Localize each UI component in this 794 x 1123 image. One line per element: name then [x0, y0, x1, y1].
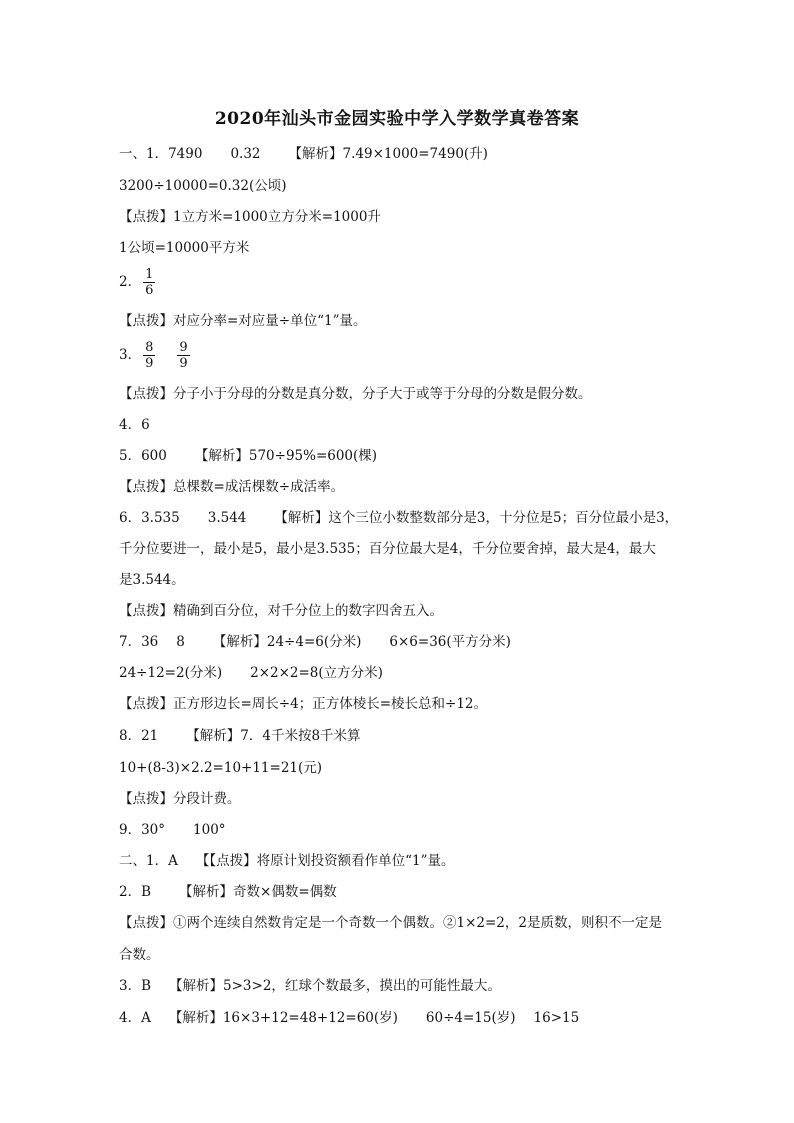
fraction: $\frac{1}{6}$ [145, 266, 154, 298]
answer-line-1: 一、1．7490 0.32 【解析】7.49×1000=7490(升) [119, 146, 488, 162]
answer-line-23: 二、1．A 【【点拨】将原计划投资额看作单位“1”量。 [119, 853, 455, 869]
answer-line-25: 【点拨】①两个连续自然数肯定是一个奇数一个偶数。②1×2=2，2是质数，则积不一定是 [119, 915, 662, 931]
answer-line-19: 8．21 【解析】7．4千米按8千米算 [119, 728, 361, 744]
fraction: $\frac{9}{9}$ [179, 339, 188, 371]
answer-line-16: 7．36 8 【解析】24÷4=6(分米) 6×6=36(平方分米) [119, 634, 511, 650]
answer-line-20: 10+(8-3)×2.2=10+11=21(元) [119, 760, 323, 776]
answer-line-27: 3．B 【解析】5>3>2，红球个数最多，摸出的可能性最大。 [119, 978, 501, 994]
answer-line-22: 9．30° 100° [119, 822, 226, 838]
answer-line-3: 【点拨】1立方米=1000立方分米=1000升 [119, 209, 381, 225]
answer-line-15: 【点拨】精确到百分位，对千分位上的数字四舍五入。 [119, 603, 443, 619]
answer-line-6: 【点拨】对应分率=对应量÷单位“1”量。 [119, 313, 367, 329]
page-title: 2020年汕头市金园实验中学入学数学真卷答案 [214, 109, 580, 129]
answer-line-12: 6．3.535 3.544 【解析】这个三位小数整数部分是3，十分位是5；百分位最小是3， [119, 510, 679, 526]
answer-line-14: 是3.544。 [119, 572, 185, 588]
answer-line-4: 1公顷=10000平方米 [119, 240, 250, 256]
answer-line-11: 【点拨】总棵数=成活棵数÷成活率。 [119, 479, 345, 495]
answer-line-24: 2．B 【解析】奇数×偶数=偶数 [119, 884, 337, 900]
answer-line-26: 合数。 [119, 947, 160, 963]
answer-line-10: 5．600 【解析】570÷95%=600(棵) [119, 448, 378, 464]
answer-line-7: 3． $\frac{8}{9}$ $\frac{9}{9}$ [119, 339, 188, 371]
answer-line-5: 2． $\frac{1}{6}$ [119, 266, 154, 298]
answer-line-9: 4．6 [119, 417, 150, 433]
answer-line-8: 【点拨】分子小于分母的分数是真分数，分子大于或等于分母的分数是假分数。 [119, 386, 592, 402]
fraction: $\frac{8}{9}$ [145, 339, 154, 371]
answer-line-17: 24÷12=2(分米) 2×2×2=8(立方分米) [119, 665, 383, 681]
answer-line-28: 4．A 【解析】16×3+12=48+12=60(岁) 60÷4=15(岁) 16>15 [119, 1010, 580, 1026]
answer-line-2: 3200÷10000=0.32(公顷) [119, 178, 287, 194]
answer-line-18: 【点拨】正方形边长=周长÷4；正方体棱长=棱长总和÷12。 [119, 696, 488, 712]
answer-line-13: 千分位要进一，最小是5，最小是3.535；百分位最大是4，千分位要舍掉，最大是4，最大 [119, 541, 656, 557]
answer-line-21: 【点拨】分段计费。 [119, 791, 241, 807]
